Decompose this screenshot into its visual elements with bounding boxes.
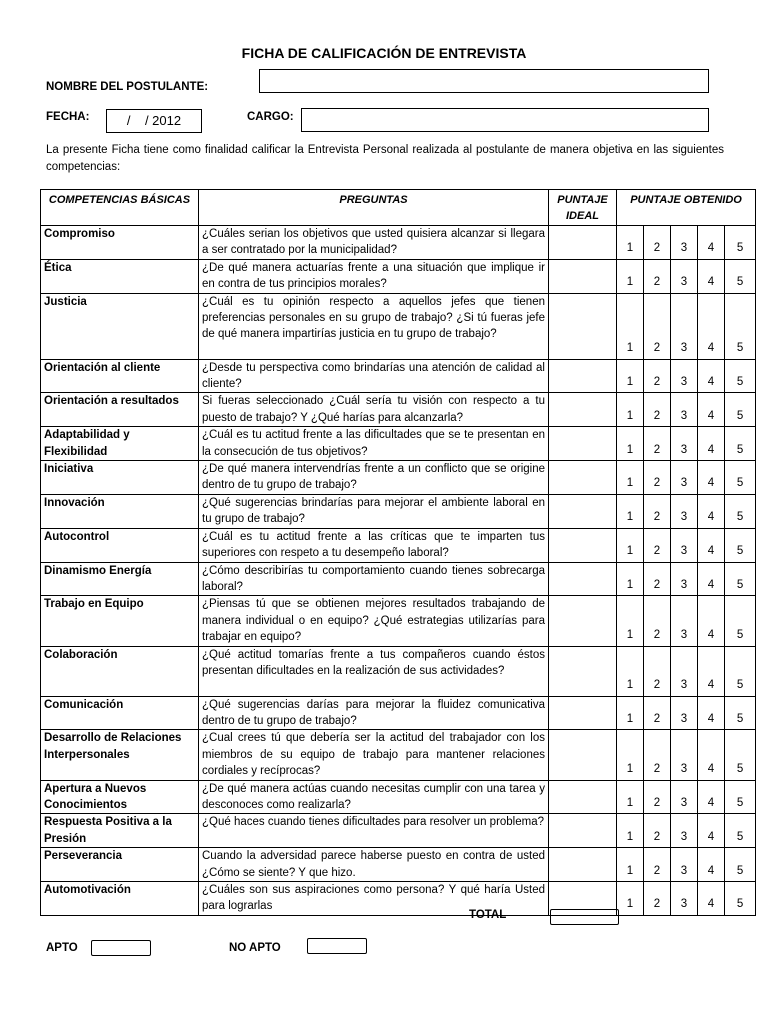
fecha-value: / / 2012 — [126, 113, 182, 128]
score-option-4[interactable]: 4 — [698, 393, 725, 427]
header-puntaje-ideal: PUNTAJE IDEAL — [549, 190, 617, 226]
score-option-2[interactable]: 2 — [644, 393, 671, 427]
score-option-2[interactable]: 2 — [644, 882, 671, 916]
puntaje-ideal-cell[interactable] — [549, 427, 617, 461]
score-option-5[interactable]: 5 — [725, 293, 756, 359]
score-option-1[interactable]: 1 — [617, 814, 644, 848]
table-row — [41, 848, 756, 882]
pregunta-cell: ¿Piensas tú que se obtienen mejores resultados trabajando de manera individual o en equipo? ¿Qué estrategias utilizarías para trabajar en equipo? — [199, 596, 549, 646]
score-option-4[interactable]: 4 — [698, 259, 725, 293]
score-option-3[interactable]: 3 — [671, 226, 698, 260]
score-option-1[interactable]: 1 — [617, 226, 644, 260]
score-option-2[interactable]: 2 — [644, 730, 671, 780]
score-option-4[interactable]: 4 — [698, 494, 725, 528]
score-option-5[interactable]: 5 — [725, 646, 756, 696]
no-apto-checkbox[interactable] — [307, 938, 367, 954]
puntaje-ideal-cell[interactable] — [549, 780, 617, 814]
score-option-3[interactable]: 3 — [671, 293, 698, 359]
score-option-3[interactable]: 3 — [671, 393, 698, 427]
score-option-2[interactable]: 2 — [644, 427, 671, 461]
score-option-1[interactable]: 1 — [617, 696, 644, 730]
score-option-1[interactable]: 1 — [617, 646, 644, 696]
score-option-1[interactable]: 1 — [617, 882, 644, 916]
pregunta-cell: ¿Cual crees tú que debería ser la actitud del trabajador con los miembros de su equipo de trabajo para mantener relaciones cordiales y recíprocas? — [199, 730, 549, 780]
competencia-cell: Iniciativa — [41, 461, 199, 495]
header-competencias: COMPETENCIAS BÁSICAS — [41, 190, 199, 226]
score-option-2[interactable]: 2 — [644, 528, 671, 562]
score-option-5[interactable]: 5 — [725, 562, 756, 596]
score-option-4[interactable]: 4 — [698, 696, 725, 730]
score-option-3[interactable]: 3 — [671, 528, 698, 562]
puntaje-ideal-cell[interactable] — [549, 848, 617, 882]
table-row — [41, 393, 756, 427]
form-title: FICHA DE CALIFICACIÓN DE ENTREVISTA — [241, 45, 527, 61]
table-row — [41, 259, 756, 293]
score-option-2[interactable]: 2 — [644, 359, 671, 393]
score-option-5[interactable]: 5 — [725, 814, 756, 848]
score-option-3[interactable]: 3 — [671, 780, 698, 814]
score-option-1[interactable]: 1 — [617, 596, 644, 646]
score-option-4[interactable]: 4 — [698, 293, 725, 359]
puntaje-ideal-cell[interactable] — [549, 461, 617, 495]
puntaje-ideal-cell[interactable] — [549, 730, 617, 780]
puntaje-ideal-cell[interactable] — [549, 814, 617, 848]
score-option-2[interactable]: 2 — [644, 780, 671, 814]
pregunta-cell: ¿Qué sugerencias brindarías para mejorar el ambiente laboral en tu grupo de trabajo? — [199, 494, 549, 528]
score-option-1[interactable]: 1 — [617, 848, 644, 882]
score-option-2[interactable]: 2 — [644, 596, 671, 646]
competencia-cell: Orientación al cliente — [41, 359, 199, 393]
fecha-input[interactable] — [106, 109, 202, 133]
table-row — [41, 427, 756, 461]
table-row — [41, 562, 756, 596]
puntaje-ideal-cell[interactable] — [549, 359, 617, 393]
score-option-5[interactable]: 5 — [725, 359, 756, 393]
score-option-1[interactable]: 1 — [617, 780, 644, 814]
score-option-5[interactable]: 5 — [725, 393, 756, 427]
pregunta-cell: ¿Cuáles serian los objetivos que usted quisiera alcanzar si llegara a ser contratado por la municipalidad? — [199, 226, 549, 260]
score-option-4[interactable]: 4 — [698, 780, 725, 814]
score-option-3[interactable]: 3 — [671, 427, 698, 461]
pregunta-cell: ¿Cuáles son sus aspiraciones como persona? Y qué haría Usted para lograrlas — [199, 882, 549, 916]
table-row — [41, 882, 756, 916]
header-puntaje-obtenido: PUNTAJE OBTENIDO — [617, 190, 756, 226]
score-option-5[interactable]: 5 — [725, 696, 756, 730]
table-row — [41, 461, 756, 495]
apto-checkbox[interactable] — [91, 940, 151, 956]
score-option-3[interactable]: 3 — [671, 562, 698, 596]
pregunta-cell: ¿De qué manera actúas cuando necesitas cumplir con una tarea y desconoces como realizarla? — [199, 780, 549, 814]
competencia-cell: Trabajo en Equipo — [41, 596, 199, 646]
score-option-1[interactable]: 1 — [617, 293, 644, 359]
score-option-2[interactable]: 2 — [644, 293, 671, 359]
puntaje-ideal-cell[interactable] — [549, 596, 617, 646]
score-option-4[interactable]: 4 — [698, 730, 725, 780]
score-option-2[interactable]: 2 — [644, 848, 671, 882]
score-option-5[interactable]: 5 — [725, 427, 756, 461]
score-option-4[interactable]: 4 — [698, 427, 725, 461]
score-option-5[interactable]: 5 — [725, 780, 756, 814]
score-option-3[interactable]: 3 — [671, 596, 698, 646]
pregunta-cell: ¿Qué actitud tomarías frente a tus compañeros cuando éstos presentan dificultades en la realización de sus actividades? — [199, 646, 549, 696]
score-option-3[interactable]: 3 — [671, 814, 698, 848]
pregunta-cell: ¿Desde tu perspectiva como brindarías una atención de calidad al cliente? — [199, 359, 549, 393]
score-option-1[interactable]: 1 — [617, 730, 644, 780]
score-option-2[interactable]: 2 — [644, 696, 671, 730]
intro-paragraph: La presente Ficha tiene como finalidad calificar la Entrevista Personal realizada al postulante de manera objetiva en las siguientes competencias: — [46, 144, 724, 173]
competencia-cell: Justicia — [41, 293, 199, 359]
table-row — [41, 646, 756, 696]
pregunta-cell: ¿Cuál es tu opinión respecto a aquellos jefes que tienen preferencias personales en su grupo de trabajo? ¿Si tú fueras jefe de qué manera impartirías justicia en tu grupo de trabajo? — [199, 293, 549, 359]
table-row — [41, 494, 756, 528]
puntaje-ideal-cell[interactable] — [549, 259, 617, 293]
apto-label: APTO — [46, 942, 78, 954]
table-row — [41, 528, 756, 562]
score-option-5[interactable]: 5 — [725, 882, 756, 916]
nombre-input[interactable] — [259, 69, 709, 93]
score-option-1[interactable]: 1 — [617, 359, 644, 393]
table-row — [41, 814, 756, 848]
score-option-5[interactable]: 5 — [725, 259, 756, 293]
score-option-4[interactable]: 4 — [698, 814, 725, 848]
score-option-2[interactable]: 2 — [644, 226, 671, 260]
score-option-4[interactable]: 4 — [698, 646, 725, 696]
score-option-3[interactable]: 3 — [671, 696, 698, 730]
cargo-label: CARGO: — [247, 111, 294, 123]
nombre-label: NOMBRE DEL POSTULANTE: — [46, 81, 209, 93]
table-row — [41, 293, 756, 359]
no-apto-label: NO APTO — [229, 942, 281, 954]
total-label: TOTAL — [469, 909, 507, 921]
score-option-3[interactable]: 3 — [671, 882, 698, 916]
score-option-1[interactable]: 1 — [617, 393, 644, 427]
puntaje-ideal-cell[interactable] — [549, 696, 617, 730]
pregunta-cell: ¿De qué manera intervendrías frente a un conflicto que se origine dentro de tu grupo de trabajo? — [199, 461, 549, 495]
score-option-5[interactable]: 5 — [725, 494, 756, 528]
score-option-5[interactable]: 5 — [725, 596, 756, 646]
score-option-4[interactable]: 4 — [698, 226, 725, 260]
competencia-cell: Respuesta Positiva a la Presión — [41, 814, 199, 848]
competencia-cell: Autocontrol — [41, 528, 199, 562]
table-row — [41, 596, 756, 646]
competencia-cell: Adaptabilidad y Flexibilidad — [41, 427, 199, 461]
pregunta-cell: ¿Qué haces cuando tienes dificultades para resolver un problema? — [199, 814, 549, 848]
score-option-2[interactable]: 2 — [644, 646, 671, 696]
score-option-2[interactable]: 2 — [644, 814, 671, 848]
score-option-4[interactable]: 4 — [698, 359, 725, 393]
pregunta-cell: ¿Cuál es tu actitud frente a las dificultades que se te presentan en la consecución de tus objetivos? — [199, 427, 549, 461]
puntaje-ideal-cell[interactable] — [549, 562, 617, 596]
score-option-4[interactable]: 4 — [698, 882, 725, 916]
puntaje-ideal-cell[interactable] — [549, 494, 617, 528]
puntaje-ideal-cell[interactable] — [549, 646, 617, 696]
table-row — [41, 780, 756, 814]
table-row — [41, 696, 756, 730]
competencia-cell: Dinamismo Energía — [41, 562, 199, 596]
score-option-5[interactable]: 5 — [725, 461, 756, 495]
score-option-3[interactable]: 3 — [671, 646, 698, 696]
competencia-cell: Orientación a resultados — [41, 393, 199, 427]
score-option-1[interactable]: 1 — [617, 528, 644, 562]
competencia-cell: Compromiso — [41, 226, 199, 260]
score-option-3[interactable]: 3 — [671, 359, 698, 393]
competencia-cell: Automotivación — [41, 882, 199, 916]
competencias-table — [40, 189, 756, 916]
score-option-2[interactable]: 2 — [644, 461, 671, 495]
fecha-label: FECHA: — [46, 111, 90, 123]
competencia-cell: Desarrollo de Relaciones Interpersonales — [41, 730, 199, 780]
score-option-5[interactable]: 5 — [725, 730, 756, 780]
score-option-4[interactable]: 4 — [698, 562, 725, 596]
competencia-cell: Apertura a Nuevos Conocimientos — [41, 780, 199, 814]
score-option-3[interactable]: 3 — [671, 461, 698, 495]
score-option-4[interactable]: 4 — [698, 461, 725, 495]
score-option-1[interactable]: 1 — [617, 562, 644, 596]
score-option-3[interactable]: 3 — [671, 730, 698, 780]
pregunta-cell: ¿De qué manera actuarías frente a una situación que implique ir en contra de tus principios morales? — [199, 259, 549, 293]
pregunta-cell: ¿Qué sugerencias darías para mejorar la fluidez comunicativa dentro de tu grupo de trabajo? — [199, 696, 549, 730]
score-option-3[interactable]: 3 — [671, 259, 698, 293]
pregunta-cell: Cuando la adversidad parece haberse puesto en contra de usted ¿Cómo se siente? Y que hizo. — [199, 848, 549, 882]
competencia-cell: Ética — [41, 259, 199, 293]
score-option-4[interactable]: 4 — [698, 596, 725, 646]
score-option-5[interactable]: 5 — [725, 226, 756, 260]
table-row — [41, 730, 756, 780]
score-option-3[interactable]: 3 — [671, 848, 698, 882]
puntaje-ideal-cell[interactable] — [549, 393, 617, 427]
competencia-cell: Colaboración — [41, 646, 199, 696]
score-option-4[interactable]: 4 — [698, 528, 725, 562]
score-option-2[interactable]: 2 — [644, 259, 671, 293]
table-row — [41, 226, 756, 260]
pregunta-cell: ¿Cómo describirías tu comportamiento cuando tienes sobrecarga laboral? — [199, 562, 549, 596]
pregunta-cell: Si fueras seleccionado ¿Cuál sería tu visión con respecto a tu puesto de trabajo? Y ¿Qué harías para alcanzarla? — [199, 393, 549, 427]
pregunta-cell: ¿Cuál es tu actitud frente a las críticas que te imparten tus superiores con respeto a tu desempeño laboral? — [199, 528, 549, 562]
table-row — [41, 359, 756, 393]
score-option-1[interactable]: 1 — [617, 259, 644, 293]
competencia-cell: Perseverancia — [41, 848, 199, 882]
score-option-1[interactable]: 1 — [617, 461, 644, 495]
score-option-5[interactable]: 5 — [725, 848, 756, 882]
puntaje-ideal-cell[interactable] — [549, 226, 617, 260]
score-option-5[interactable]: 5 — [725, 528, 756, 562]
score-option-3[interactable]: 3 — [671, 494, 698, 528]
cargo-input[interactable] — [301, 108, 709, 132]
competencia-cell: Comunicación — [41, 696, 199, 730]
score-option-1[interactable]: 1 — [617, 494, 644, 528]
score-option-2[interactable]: 2 — [644, 562, 671, 596]
puntaje-ideal-cell[interactable] — [549, 293, 617, 359]
total-box[interactable] — [550, 909, 619, 925]
header-preguntas: PREGUNTAS — [199, 190, 549, 226]
puntaje-ideal-cell[interactable] — [549, 528, 617, 562]
score-option-2[interactable]: 2 — [644, 494, 671, 528]
score-option-4[interactable]: 4 — [698, 848, 725, 882]
score-option-1[interactable]: 1 — [617, 427, 644, 461]
competencia-cell: Innovación — [41, 494, 199, 528]
